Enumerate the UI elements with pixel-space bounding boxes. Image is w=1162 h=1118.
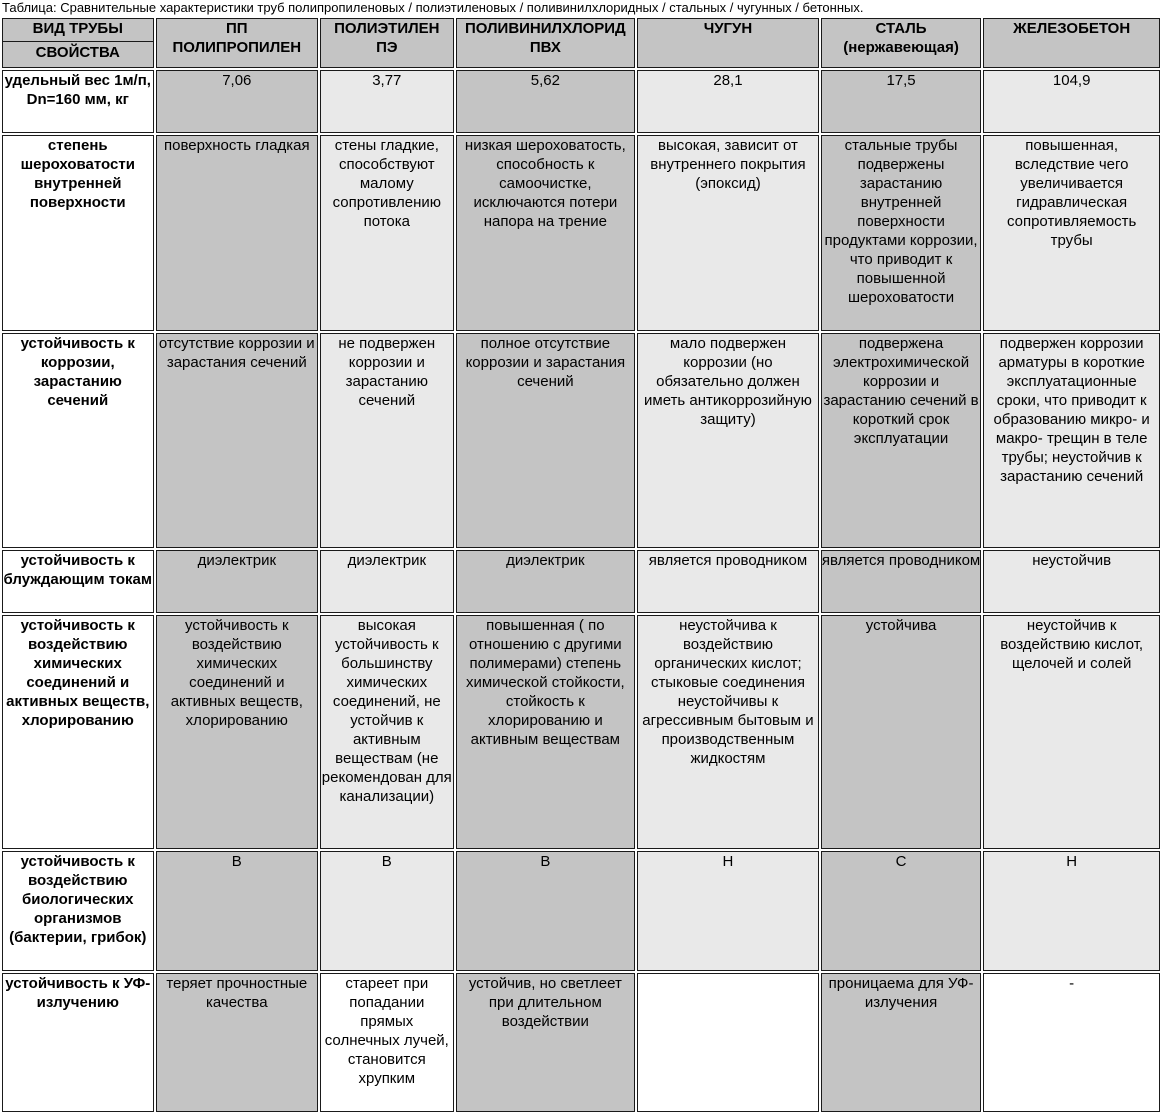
table-row	[2, 973, 1160, 1112]
table-cell: В	[456, 851, 636, 971]
table-cell: диэлектрик	[456, 550, 636, 613]
table-cell: поверхность гладкая	[156, 135, 319, 331]
table-cell: 5,62	[456, 70, 636, 133]
row-label-roughness: степень шероховатости внутренней поверхности	[2, 135, 154, 331]
table-cell: неустойчив	[983, 550, 1160, 613]
table-cell: 17,5	[821, 70, 982, 133]
table-cell: низкая шероховатость, способность к самоочистке, исключаются потери напора на трение	[456, 135, 636, 331]
table-cell: 3,77	[320, 70, 453, 133]
table-cell: С	[821, 851, 982, 971]
table-cell: -	[983, 973, 1160, 1112]
table-row	[2, 135, 1160, 331]
row-label-chemical-resistance: устойчивость к воздействию химических соединений и активных веществ, хлорированию	[2, 615, 154, 849]
row-label-specific-weight: удельный вес 1м/п, Dn=160 мм, кг	[2, 70, 154, 133]
table-cell: В	[156, 851, 319, 971]
table-cell: 104,9	[983, 70, 1160, 133]
table-cell: повышенная, вследствие чего увеличивается гидравлическая сопротивляемость трубы	[983, 135, 1160, 331]
header-row	[2, 18, 1160, 68]
corner-header-cell	[2, 18, 154, 68]
table-cell: устойчивость к воздействию химических соединений и активных веществ, хлорированию	[156, 615, 319, 849]
row-label-corrosion: устойчивость к коррозии, зарастанию сечений	[2, 333, 154, 548]
table-cell: не подвержен коррозии и зарастанию сечений	[320, 333, 453, 548]
column-header-pvc: ПОЛИВИНИЛХЛОРИД ПВХ	[456, 18, 636, 68]
table-cell: Н	[637, 851, 819, 971]
table-cell: высокая устойчивость к большинству химических соединений, не устойчив к активным веществам (не рекомендован для канализации)	[320, 615, 453, 849]
row-label-stray-currents: устойчивость к блуждающим токам	[2, 550, 154, 613]
table-cell: повышенная ( по отношению с другими полимерами) степень химической стойкости, стойкость к хлорированию и активным веществам	[456, 615, 636, 849]
row-label-uv-resistance: устойчивость к УФ-излучению	[2, 973, 154, 1112]
table-row	[2, 550, 1160, 613]
table-cell: стены гладкие, способствуют малому сопротивлению потока	[320, 135, 453, 331]
table-row	[2, 333, 1160, 548]
column-header-pp: ПП ПОЛИПРОПИЛЕН	[156, 18, 319, 68]
table-cell: В	[320, 851, 453, 971]
table-cell: мало подвержен коррозии (но обязательно должен иметь антикоррозийную защиту)	[637, 333, 819, 548]
column-header-cast-iron: ЧУГУН	[637, 18, 819, 68]
table-cell: неустойчива к воздействию органических кислот; стыковые соединения неустойчивы к агрессивным бытовым и производственным жидкостям	[637, 615, 819, 849]
table-cell: неустойчив к воздействию кислот, щелочей и солей	[983, 615, 1160, 849]
column-header-steel: СТАЛЬ (нержавеющая)	[821, 18, 982, 68]
table-cell: является проводником	[821, 550, 982, 613]
row-label-biological-resistance: устойчивость к воздействию биологических организмов (бактерии, грибок)	[2, 851, 154, 971]
table-cell: высокая, зависит от внутреннего покрытия (эпоксид)	[637, 135, 819, 331]
table-cell: полное отсутствие коррозии и зарастания сечений	[456, 333, 636, 548]
table-cell: 28,1	[637, 70, 819, 133]
table-row	[2, 615, 1160, 849]
column-header-reinforced-concrete: ЖЕЛЕЗОБЕТОН	[983, 18, 1160, 68]
table-row	[2, 70, 1160, 133]
table-cell: подвержен коррозии арматуры в короткие эксплуатационные сроки, что приводит к образованию микро- и макро- трещин в теле трубы; неустойчив к зарастанию сечений	[983, 333, 1160, 548]
table-cell: теряет прочностные качества	[156, 973, 319, 1112]
table-cell: стальные трубы подвержены зарастанию внутренней поверхности продуктами коррозии, что приводит к повышенной шероховатости	[821, 135, 982, 331]
table-cell	[637, 973, 819, 1112]
table-cell: диэлектрик	[320, 550, 453, 613]
table-cell: устойчива	[821, 615, 982, 849]
pipe-type-label: ВИД ТРУБЫ	[3, 19, 153, 42]
table-cell: стареет при попадании прямых солнечных лучей, становится хрупким	[320, 973, 453, 1112]
table-cell: проницаема для УФ-излучения	[821, 973, 982, 1112]
table-cell: 7,06	[156, 70, 319, 133]
table-cell: отсутствие коррозии и зарастания сечений	[156, 333, 319, 548]
table-cell: Н	[983, 851, 1160, 971]
table-cell: подвержена электрохимической коррозии и зарастанию сечений в короткий срок эксплуатации	[821, 333, 982, 548]
table-cell: диэлектрик	[156, 550, 319, 613]
table-caption: Таблица: Сравнительные характеристики труб полипропиленовых / полиэтиленовых / поливинилхлоридных / стальных / чугунных / бетонных.	[2, 0, 864, 15]
table-row	[2, 851, 1160, 971]
column-header-pe: ПОЛИЭТИЛЕН ПЭ	[320, 18, 453, 68]
comparison-table	[0, 16, 1162, 1114]
table-cell: устойчив, но светлеет при длительном воздействии	[456, 973, 636, 1112]
table-cell: является проводником	[637, 550, 819, 613]
properties-label: СВОЙСТВА	[3, 42, 153, 64]
